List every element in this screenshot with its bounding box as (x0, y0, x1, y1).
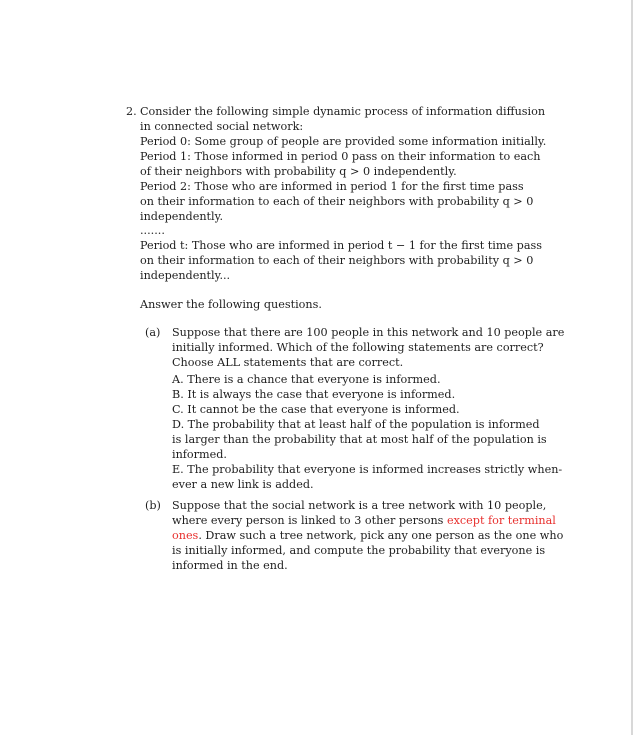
period-t-line: independently... (140, 269, 231, 282)
period-2-line: Period 2: Those who are informed in period 1 for the first time pass (140, 180, 524, 193)
period-1-line: Period 1: Those informed in period 0 pass on their information to each (140, 150, 541, 163)
part-b-highlight: except for terminal (446, 514, 556, 527)
option-a: A. There is a chance that everyone is informed. (172, 373, 441, 386)
option-d-line: informed. (172, 448, 227, 461)
period-2-line: independently. (140, 210, 224, 223)
intro-line: Consider the following simple dynamic process of information diffusion (140, 105, 546, 118)
problem-number: 2. (126, 105, 137, 118)
part-a-question-line: Suppose that there are 100 people in this network and 10 people are (172, 326, 565, 339)
period-t-line: on their information to each of their neighbors with probability q > 0 (140, 254, 534, 267)
part-a-options (172, 372, 563, 492)
ellipsis: ....... (140, 224, 165, 237)
period-1-line: of their neighbors with probability q > 0 independently. (140, 165, 457, 178)
part-b-line-2-text: where every person is linked to 3 other persons (172, 514, 447, 527)
period-0: Period 0: Some group of people are provided some information initially. (140, 135, 547, 148)
part-b-line-5: informed in the end. (172, 559, 288, 572)
option-d-line: D. The probability that at least half of the population is informed (172, 418, 540, 431)
part-b-line-2 (172, 513, 556, 528)
part-a-question-line: Choose ALL statements that are correct. (172, 356, 404, 369)
part-b (145, 498, 564, 573)
question-parts (145, 325, 565, 573)
intro-line: in connected social network: (140, 120, 304, 133)
part-b-highlight-cont: ones (172, 529, 199, 542)
period-t-line: Period t: Those who are informed in period t − 1 for the first time pass (140, 239, 542, 252)
part-a-label: (a) (145, 326, 161, 339)
part-b-line-4: is initially informed, and compute the probability that everyone is (172, 544, 546, 557)
part-a (145, 325, 565, 492)
part-b-line-1: Suppose that the social network is a tree network with 10 people, (172, 499, 547, 512)
period-2-line: on their information to each of their neighbors with probability q > 0 (140, 195, 534, 208)
spacer (140, 283, 520, 297)
option-b: B. It is always the case that everyone is informed. (172, 388, 456, 401)
option-c: C. It cannot be the case that everyone is informed. (172, 403, 460, 416)
part-a-question-line: initially informed. Which of the following statements are correct? (172, 341, 544, 354)
part-b-line-3-text: . Draw such a tree network, pick any one person as the one who (198, 529, 564, 542)
part-b-line-3 (172, 528, 564, 543)
option-d-line: is larger than the probability that at most half of the population is (172, 433, 547, 446)
option-e-line: ever a new link is added. (172, 478, 314, 491)
part-b-label: (b) (145, 499, 161, 512)
problem-body (140, 104, 565, 573)
answer-intro: Answer the following questions. (140, 298, 322, 311)
problem-2 (126, 104, 565, 573)
option-e-line: E. The probability that everyone is informed increases strictly when- (172, 463, 563, 476)
